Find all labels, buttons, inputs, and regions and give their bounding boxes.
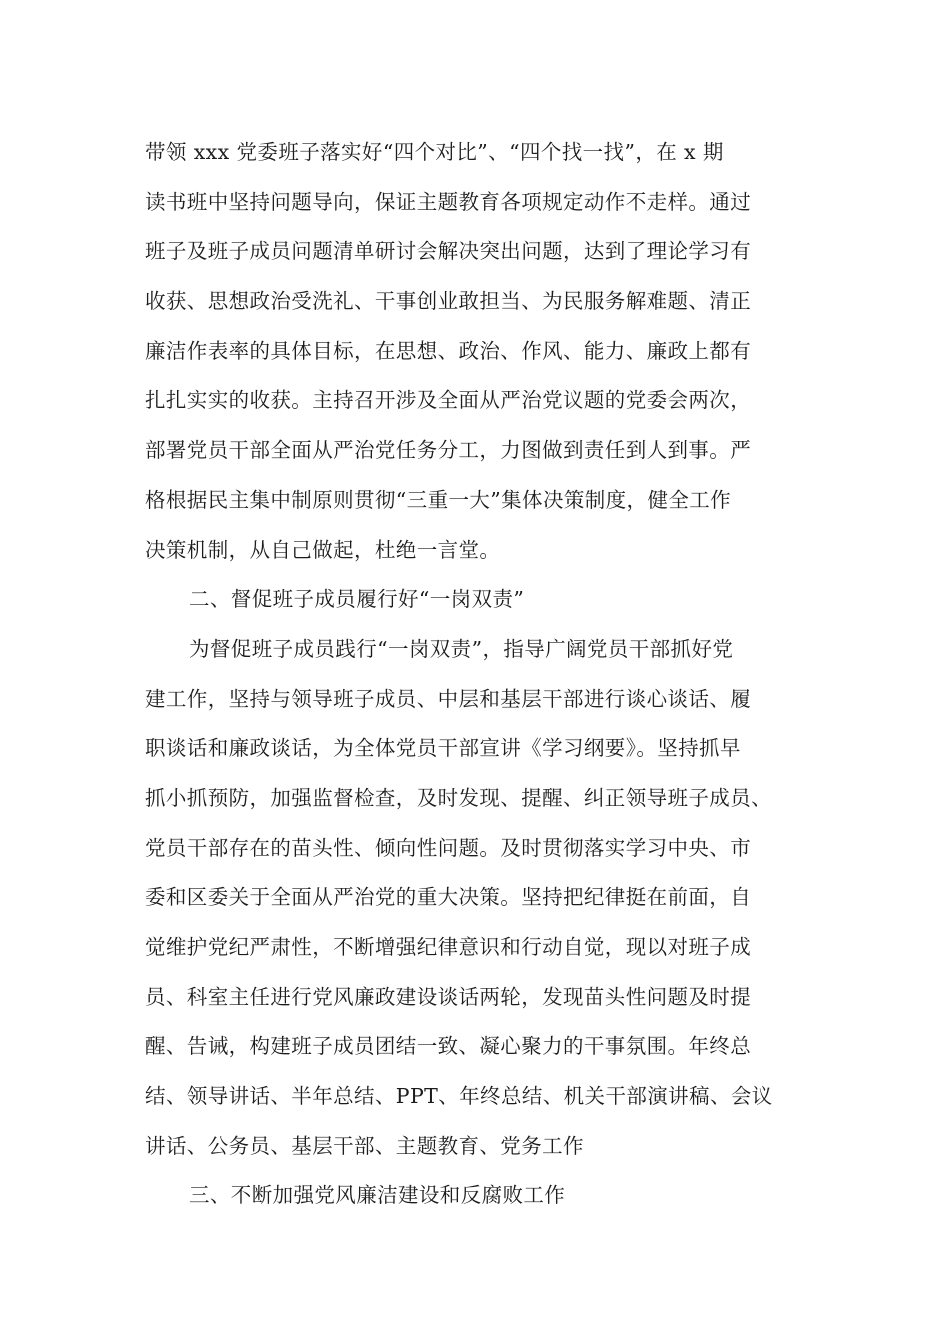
text-line: 党员干部存在的苗头性、倾向性问题。及时贯彻落实学习中央、市 xyxy=(145,835,752,860)
text-line: 醒、告诫，构建班子成员团结一致、凝心聚力的干事氛围。年终总 xyxy=(145,1034,752,1059)
document-body xyxy=(145,128,807,1221)
text-line: 决策机制，从自己做起，杜绝一言堂。 xyxy=(145,537,501,562)
paragraph-start-line: 二、督促班子成员履行好“一岗双责” xyxy=(189,587,525,612)
text-line: 部署党员干部全面从严治党任务分工，力图做到责任到人到事。严 xyxy=(145,438,752,463)
text-line: 委和区委关于全面从严治党的重大决策。坚持把纪律挺在前面，自 xyxy=(145,885,752,910)
text-line: 读书班中坚持问题导向，保证主题教育各项规定动作不走样。通过 xyxy=(145,189,752,214)
text-line: 廉洁作表率的具体目标，在思想、政治、作风、能力、廉政上都有 xyxy=(145,338,752,363)
text-line: 结、领导讲话、半年总结、PPT、年终总结、机关干部演讲稿、会议 xyxy=(145,1084,773,1109)
text-line: 讲话、公务员、基层干部、主题教育、党务工作 xyxy=(145,1133,584,1158)
paragraph-start-line: 为督促班子成员践行“一岗双责”，指导广阔党员干部抓好党 xyxy=(189,636,734,661)
text-line: 班子及班子成员问题清单研讨会解决突出问题，达到了理论学习有 xyxy=(145,239,752,264)
text-line: 格根据民主集中制原则贯彻“三重一大”集体决策制度，健全工作 xyxy=(145,487,732,512)
text-line: 带领 xxx 党委班子落实好“四个对比”、“四个找一找”，在 x 期 xyxy=(145,140,724,164)
text-line: 觉维护党纪严肃性，不断增强纪律意识和行动自觉，现以对班子成 xyxy=(145,935,752,959)
paragraph-start-line: 三、不断加强党风廉洁建设和反腐败工作 xyxy=(189,1183,566,1208)
text-line: 职谈话和廉政谈话，为全体党员干部宣讲《学习纲要》。坚持抓早 xyxy=(145,736,741,761)
text-line: 扎扎实实的收获。主持召开涉及全面从严治党议题的党委会两次， xyxy=(145,388,752,413)
text-line: 建工作，坚持与领导班子成员、中层和基层干部进行谈心谈话、履 xyxy=(145,686,752,711)
text-line: 抓小抓预防，加强监督检查，及时发现、提醒、纠正领导班子成员、 xyxy=(145,785,772,810)
text-line: 员、科室主任进行党风廉政建设谈话两轮，发现苗头性问题及时提 xyxy=(145,984,752,1009)
text-line: 收获、思想政治受洗礼、干事创业敢担当、为民服务解难题、清正 xyxy=(145,289,752,314)
